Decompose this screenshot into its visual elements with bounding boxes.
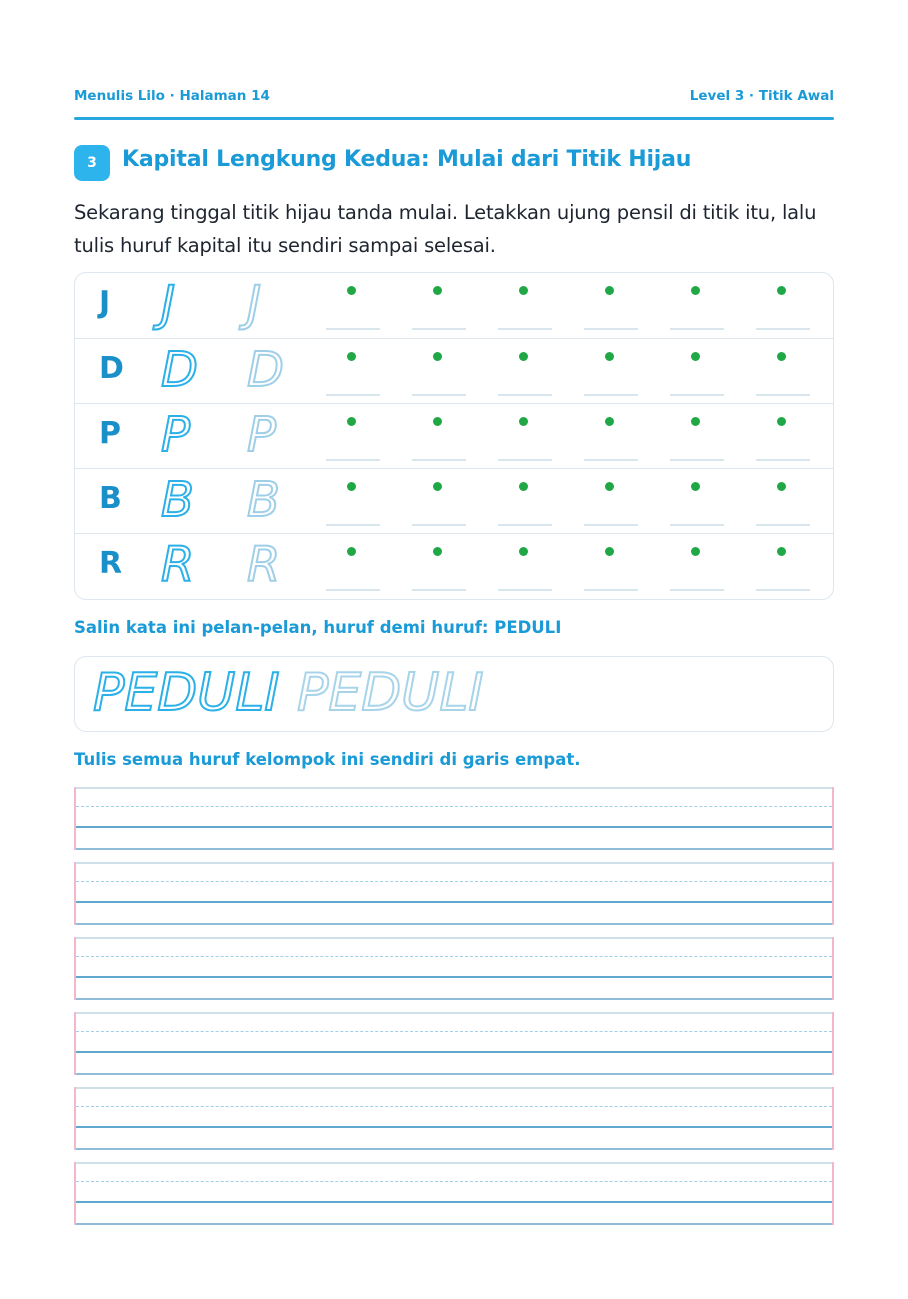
start-dot-icon	[347, 352, 356, 361]
practice-baseline	[584, 589, 638, 591]
start-dot-icon	[605, 417, 614, 426]
practice-cell[interactable]	[326, 339, 380, 404]
start-dot-icon	[777, 286, 786, 295]
writing-line-lb	[74, 937, 76, 1000]
writing-line-rb	[832, 1012, 834, 1075]
practice-baseline	[498, 459, 552, 461]
start-dot-icon	[519, 547, 528, 556]
letter-row	[75, 273, 833, 338]
writing-line-rb	[832, 787, 834, 850]
practice-baseline	[670, 589, 724, 591]
start-dot-icon	[347, 286, 356, 295]
practice-baseline	[584, 328, 638, 330]
practice-baseline	[756, 328, 810, 330]
practice-baseline	[584, 459, 638, 461]
practice-cell[interactable]	[326, 404, 380, 469]
start-dot-icon	[433, 352, 442, 361]
start-dot-icon	[347, 482, 356, 491]
letter-row	[75, 403, 833, 469]
four-line-set[interactable]	[74, 1087, 834, 1150]
start-dot-icon	[519, 482, 528, 491]
practice-baseline	[412, 328, 466, 330]
practice-cell[interactable]	[584, 469, 638, 534]
writing-line-mid	[76, 1106, 832, 1107]
writing-line-base	[74, 1051, 834, 1053]
writing-line-top	[74, 862, 834, 864]
practice-cell[interactable]	[584, 404, 638, 469]
practice-baseline	[670, 524, 724, 526]
practice-cell[interactable]	[670, 273, 724, 338]
trace-letter-light: D	[247, 342, 284, 398]
practice-baseline	[412, 459, 466, 461]
trace-letter-light: R	[247, 537, 281, 593]
trace-letter-dark: D	[161, 342, 198, 398]
writing-line-top	[74, 787, 834, 789]
start-dot-icon	[347, 417, 356, 426]
practice-cell[interactable]	[756, 404, 810, 469]
practice-baseline	[498, 328, 552, 330]
writing-line-bot	[74, 1148, 834, 1150]
practice-baseline	[756, 459, 810, 461]
model-letter: P	[99, 416, 121, 451]
writing-line-base	[74, 1126, 834, 1128]
practice-baseline	[326, 589, 380, 591]
writing-line-top	[74, 1087, 834, 1089]
practice-cell[interactable]	[756, 534, 810, 599]
writing-line-mid	[76, 956, 832, 957]
start-dot-icon	[605, 286, 614, 295]
practice-cell[interactable]	[584, 534, 638, 599]
practice-cell[interactable]	[498, 404, 552, 469]
section-title-row	[74, 145, 834, 183]
model-letter: B	[99, 481, 122, 516]
writing-line-bot	[74, 923, 834, 925]
start-dot-icon	[433, 417, 442, 426]
writing-line-bot	[74, 998, 834, 1000]
start-dot-icon	[347, 547, 356, 556]
practice-cell[interactable]	[498, 534, 552, 599]
start-dot-icon	[691, 286, 700, 295]
header-divider	[74, 117, 834, 120]
writing-line-rb	[832, 1162, 834, 1225]
start-dot-icon	[433, 286, 442, 295]
start-dot-icon	[605, 352, 614, 361]
writing-line-mid	[76, 881, 832, 882]
model-letter: D	[99, 351, 124, 386]
writing-line-lb	[74, 787, 76, 850]
writing-line-lb	[74, 1012, 76, 1075]
trace-letter-dark: B	[161, 472, 194, 528]
practice-cell[interactable]	[412, 469, 466, 534]
start-dot-icon	[691, 547, 700, 556]
free-write-instruction: Tulis semua huruf kelompok ini sendiri di garis empat.	[74, 750, 581, 769]
trace-letter-light: P	[247, 407, 276, 463]
writing-line-rb	[832, 1087, 834, 1150]
writing-line-top	[74, 1162, 834, 1164]
four-line-set[interactable]	[74, 937, 834, 1000]
practice-baseline	[498, 394, 552, 396]
practice-cell[interactable]	[412, 339, 466, 404]
copy-word-trace-dark: PEDULI	[93, 663, 280, 723]
start-dot-icon	[691, 352, 700, 361]
trace-letter-light: B	[247, 472, 280, 528]
start-dot-icon	[519, 417, 528, 426]
practice-baseline	[326, 394, 380, 396]
section-number-badge: 3	[74, 145, 110, 181]
start-dot-icon	[433, 547, 442, 556]
header-book-page: Menulis Lilo · Halaman 14	[74, 88, 270, 104]
practice-baseline	[326, 524, 380, 526]
practice-cell[interactable]	[670, 404, 724, 469]
practice-baseline	[412, 394, 466, 396]
writing-line-base	[74, 976, 834, 978]
letter-row	[75, 338, 833, 404]
four-line-set[interactable]	[74, 1012, 834, 1075]
practice-baseline	[326, 328, 380, 330]
practice-baseline	[412, 589, 466, 591]
start-dot-icon	[777, 482, 786, 491]
writing-line-lb	[74, 862, 76, 925]
practice-cell[interactable]	[756, 469, 810, 534]
start-dot-icon	[605, 482, 614, 491]
writing-line-mid	[76, 1181, 832, 1182]
start-dot-icon	[691, 482, 700, 491]
practice-cell[interactable]	[412, 404, 466, 469]
writing-line-bot	[74, 1073, 834, 1075]
trace-letter-dark: R	[161, 537, 195, 593]
four-line-set[interactable]	[74, 787, 834, 850]
trace-letter-dark: J	[161, 276, 176, 332]
writing-line-base	[74, 1201, 834, 1203]
practice-cell[interactable]	[412, 273, 466, 338]
model-letter: J	[99, 285, 111, 320]
writing-line-mid	[76, 1031, 832, 1032]
practice-baseline	[756, 394, 810, 396]
four-line-set[interactable]	[74, 1162, 834, 1225]
copy-instruction: Salin kata ini pelan-pelan, huruf demi huruf: PEDULI	[74, 618, 562, 637]
writing-line-rb	[832, 937, 834, 1000]
start-dot-icon	[519, 352, 528, 361]
writing-line-mid	[76, 806, 832, 807]
copy-word-box	[74, 656, 834, 732]
practice-cell[interactable]	[584, 273, 638, 338]
practice-cell[interactable]	[584, 339, 638, 404]
writing-line-top	[74, 1012, 834, 1014]
practice-cell[interactable]	[498, 469, 552, 534]
practice-baseline	[670, 459, 724, 461]
practice-baseline	[498, 524, 552, 526]
four-line-set[interactable]	[74, 862, 834, 925]
practice-cell[interactable]	[498, 339, 552, 404]
practice-baseline	[756, 589, 810, 591]
practice-baseline	[498, 589, 552, 591]
writing-line-top	[74, 937, 834, 939]
practice-baseline	[584, 394, 638, 396]
practice-baseline	[670, 394, 724, 396]
practice-baseline	[412, 524, 466, 526]
practice-baseline	[584, 524, 638, 526]
practice-cell[interactable]	[498, 273, 552, 338]
practice-cell[interactable]	[756, 273, 810, 338]
practice-cell[interactable]	[326, 534, 380, 599]
header-level: Level 3 · Titik Awal	[689, 88, 834, 104]
writing-line-bot	[74, 1223, 834, 1225]
writing-line-lb	[74, 1162, 76, 1225]
trace-letter-dark: P	[161, 407, 190, 463]
writing-line-bot	[74, 848, 834, 850]
practice-cell[interactable]	[670, 469, 724, 534]
start-dot-icon	[691, 417, 700, 426]
start-dot-icon	[605, 547, 614, 556]
practice-cell[interactable]	[670, 534, 724, 599]
practice-cell[interactable]	[326, 273, 380, 338]
start-dot-icon	[777, 352, 786, 361]
practice-baseline	[756, 524, 810, 526]
writing-line-base	[74, 826, 834, 828]
letter-practice-grid	[74, 272, 834, 600]
letter-row	[75, 468, 833, 534]
writing-line-lb	[74, 1087, 76, 1150]
section-instruction: Sekarang tinggal titik hijau tanda mulai. Letakkan ujung pensil di titik itu, lalu tulis huruf kapital itu sendiri sampai selesai.	[74, 201, 817, 257]
writing-line-base	[74, 901, 834, 903]
writing-line-rb	[832, 862, 834, 925]
section-title: Kapital Lengkung Kedua: Mulai dari Titik Hijau	[122, 147, 692, 172]
practice-baseline	[670, 328, 724, 330]
start-dot-icon	[433, 482, 442, 491]
start-dot-icon	[777, 417, 786, 426]
start-dot-icon	[519, 286, 528, 295]
trace-letter-light: J	[247, 276, 262, 332]
practice-cell[interactable]	[670, 339, 724, 404]
page-header	[74, 88, 834, 108]
letter-row	[75, 533, 833, 599]
practice-cell[interactable]	[326, 469, 380, 534]
practice-cell[interactable]	[412, 534, 466, 599]
practice-cell[interactable]	[756, 339, 810, 404]
model-letter: R	[99, 546, 123, 581]
start-dot-icon	[777, 547, 786, 556]
copy-word-trace-light: PEDULI	[297, 663, 484, 723]
practice-baseline	[326, 459, 380, 461]
